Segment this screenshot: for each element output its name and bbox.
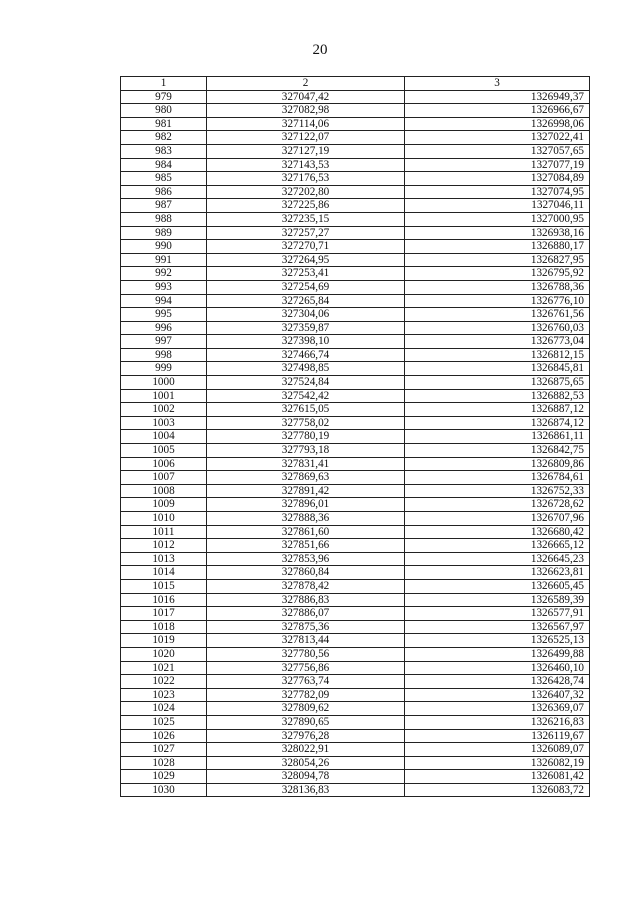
point-number-cell: 980 [121, 104, 207, 118]
point-number-cell: 997 [121, 335, 207, 349]
y-coordinate-cell: 1326827,95 [405, 253, 590, 267]
y-coordinate-cell: 1327074,95 [405, 185, 590, 199]
y-coordinate-cell: 1326119,67 [405, 729, 590, 743]
point-number-cell: 999 [121, 362, 207, 376]
y-coordinate-cell: 1326577,91 [405, 607, 590, 621]
x-coordinate-cell: 327851,66 [207, 539, 405, 553]
y-coordinate-cell: 1327000,95 [405, 212, 590, 226]
x-coordinate-cell: 327891,42 [207, 484, 405, 498]
table-row [121, 688, 590, 702]
y-coordinate-cell: 1326589,39 [405, 593, 590, 607]
point-number-cell: 995 [121, 308, 207, 322]
x-coordinate-cell: 327257,27 [207, 226, 405, 240]
point-number-cell: 1014 [121, 566, 207, 580]
x-coordinate-cell: 327498,85 [207, 362, 405, 376]
y-coordinate-cell: 1326728,62 [405, 498, 590, 512]
y-coordinate-cell: 1326861,11 [405, 430, 590, 444]
x-coordinate-cell: 327853,96 [207, 552, 405, 566]
x-coordinate-cell: 327254,69 [207, 280, 405, 294]
y-coordinate-cell: 1326875,65 [405, 376, 590, 390]
x-coordinate-cell: 327359,87 [207, 321, 405, 335]
x-coordinate-cell: 327398,10 [207, 335, 405, 349]
y-coordinate-cell: 1326845,81 [405, 362, 590, 376]
y-coordinate-cell: 1326089,07 [405, 743, 590, 757]
table-row [121, 702, 590, 716]
point-number-cell: 1005 [121, 444, 207, 458]
y-coordinate-cell: 1326081,42 [405, 770, 590, 784]
x-coordinate-cell: 327114,06 [207, 117, 405, 131]
x-coordinate-cell: 327265,84 [207, 294, 405, 308]
y-coordinate-cell: 1326752,33 [405, 484, 590, 498]
table-row [121, 226, 590, 240]
table-row [121, 430, 590, 444]
point-number-cell: 1009 [121, 498, 207, 512]
x-coordinate-cell: 327176,53 [207, 172, 405, 186]
point-number-cell: 984 [121, 158, 207, 172]
table-row [121, 471, 590, 485]
x-coordinate-cell: 327860,84 [207, 566, 405, 580]
table-row [121, 389, 590, 403]
y-coordinate-cell: 1326216,83 [405, 715, 590, 729]
point-number-cell: 1025 [121, 715, 207, 729]
x-coordinate-cell: 327615,05 [207, 403, 405, 417]
y-coordinate-cell: 1326645,23 [405, 552, 590, 566]
x-coordinate-cell: 327542,42 [207, 389, 405, 403]
y-coordinate-cell: 1326623,81 [405, 566, 590, 580]
y-coordinate-cell: 1326795,92 [405, 267, 590, 281]
point-number-cell: 991 [121, 253, 207, 267]
table-row [121, 90, 590, 104]
point-number-cell: 988 [121, 212, 207, 226]
table-row [121, 240, 590, 254]
point-number-cell: 979 [121, 90, 207, 104]
y-coordinate-cell: 1326938,16 [405, 226, 590, 240]
point-number-cell: 1017 [121, 607, 207, 621]
coordinates-table [120, 76, 590, 797]
point-number-cell: 1028 [121, 756, 207, 770]
table-row [121, 335, 590, 349]
point-number-cell: 1016 [121, 593, 207, 607]
x-coordinate-cell: 327886,83 [207, 593, 405, 607]
y-coordinate-cell: 1326842,75 [405, 444, 590, 458]
y-coordinate-cell: 1327077,19 [405, 158, 590, 172]
point-number-cell: 1023 [121, 688, 207, 702]
table-row [121, 117, 590, 131]
table-row [121, 444, 590, 458]
y-coordinate-cell: 1327084,89 [405, 172, 590, 186]
point-number-cell: 1004 [121, 430, 207, 444]
y-coordinate-cell: 1326460,10 [405, 661, 590, 675]
table-row [121, 144, 590, 158]
x-coordinate-cell: 327780,19 [207, 430, 405, 444]
y-coordinate-cell: 1326809,86 [405, 457, 590, 471]
x-coordinate-cell: 328054,26 [207, 756, 405, 770]
point-number-cell: 1000 [121, 376, 207, 390]
point-number-cell: 1030 [121, 783, 207, 797]
point-number-cell: 1021 [121, 661, 207, 675]
y-coordinate-cell: 1326812,15 [405, 348, 590, 362]
y-coordinate-cell: 1327057,65 [405, 144, 590, 158]
x-coordinate-cell: 327869,63 [207, 471, 405, 485]
y-coordinate-cell: 1326407,32 [405, 688, 590, 702]
x-coordinate-cell: 327253,41 [207, 267, 405, 281]
y-coordinate-cell: 1326880,17 [405, 240, 590, 254]
point-number-cell: 1001 [121, 389, 207, 403]
table-row [121, 593, 590, 607]
page-number: 20 [312, 42, 328, 58]
table-row [121, 253, 590, 267]
point-number-cell: 1019 [121, 634, 207, 648]
table-row [121, 770, 590, 784]
y-coordinate-cell: 1326760,03 [405, 321, 590, 335]
table-row [121, 212, 590, 226]
point-number-cell: 992 [121, 267, 207, 281]
table-row [121, 498, 590, 512]
table-row [121, 579, 590, 593]
y-coordinate-cell: 1326882,53 [405, 389, 590, 403]
table-row [121, 552, 590, 566]
table-row [121, 403, 590, 417]
point-number-cell: 1013 [121, 552, 207, 566]
x-coordinate-cell: 327047,42 [207, 90, 405, 104]
point-number-cell: 996 [121, 321, 207, 335]
point-number-cell: 993 [121, 280, 207, 294]
table-row [121, 525, 590, 539]
table-row [121, 484, 590, 498]
point-number-cell: 985 [121, 172, 207, 186]
y-coordinate-cell: 1326773,04 [405, 335, 590, 349]
point-number-cell: 1024 [121, 702, 207, 716]
point-number-cell: 982 [121, 131, 207, 145]
point-number-cell: 998 [121, 348, 207, 362]
table-row [121, 185, 590, 199]
point-number-cell: 987 [121, 199, 207, 213]
x-coordinate-cell: 327756,86 [207, 661, 405, 675]
x-coordinate-cell: 328094,78 [207, 770, 405, 784]
point-number-cell: 1002 [121, 403, 207, 417]
table-row [121, 457, 590, 471]
point-number-cell: 1012 [121, 539, 207, 553]
y-coordinate-cell: 1326525,13 [405, 634, 590, 648]
column-header-2: 2 [207, 77, 405, 91]
column-header-1: 1 [121, 77, 207, 91]
y-coordinate-cell: 1326369,07 [405, 702, 590, 716]
y-coordinate-cell: 1327046,11 [405, 199, 590, 213]
table-row [121, 280, 590, 294]
x-coordinate-cell: 327878,42 [207, 579, 405, 593]
table-row [121, 376, 590, 390]
x-coordinate-cell: 327264,95 [207, 253, 405, 267]
point-number-cell: 994 [121, 294, 207, 308]
y-coordinate-cell: 1326784,61 [405, 471, 590, 485]
table-body [121, 90, 590, 797]
point-number-cell: 981 [121, 117, 207, 131]
table-row [121, 661, 590, 675]
table-row [121, 294, 590, 308]
y-coordinate-cell: 1326605,45 [405, 579, 590, 593]
x-coordinate-cell: 327888,36 [207, 512, 405, 526]
x-coordinate-cell: 327782,09 [207, 688, 405, 702]
y-coordinate-cell: 1326887,12 [405, 403, 590, 417]
point-number-cell: 1003 [121, 416, 207, 430]
table-row [121, 729, 590, 743]
x-coordinate-cell: 327270,71 [207, 240, 405, 254]
table-row [121, 158, 590, 172]
x-coordinate-cell: 327524,84 [207, 376, 405, 390]
y-coordinate-cell: 1326680,42 [405, 525, 590, 539]
y-coordinate-cell: 1326998,06 [405, 117, 590, 131]
y-coordinate-cell: 1326083,72 [405, 783, 590, 797]
table-row [121, 620, 590, 634]
x-coordinate-cell: 327143,53 [207, 158, 405, 172]
y-coordinate-cell: 1326788,36 [405, 280, 590, 294]
table-row [121, 416, 590, 430]
table-row [121, 675, 590, 689]
table-row [121, 607, 590, 621]
table-row [121, 172, 590, 186]
x-coordinate-cell: 327875,36 [207, 620, 405, 634]
point-number-cell: 983 [121, 144, 207, 158]
table-row [121, 321, 590, 335]
point-number-cell: 990 [121, 240, 207, 254]
x-coordinate-cell: 327122,07 [207, 131, 405, 145]
x-coordinate-cell: 327780,56 [207, 647, 405, 661]
x-coordinate-cell: 327466,74 [207, 348, 405, 362]
x-coordinate-cell: 328022,91 [207, 743, 405, 757]
table-row [121, 104, 590, 118]
point-number-cell: 1029 [121, 770, 207, 784]
x-coordinate-cell: 327831,41 [207, 457, 405, 471]
y-coordinate-cell: 1326665,12 [405, 539, 590, 553]
table-row [121, 647, 590, 661]
table-row [121, 743, 590, 757]
y-coordinate-cell: 1326567,97 [405, 620, 590, 634]
point-number-cell: 1020 [121, 647, 207, 661]
point-number-cell: 1022 [121, 675, 207, 689]
x-coordinate-cell: 327793,18 [207, 444, 405, 458]
y-coordinate-cell: 1327022,41 [405, 131, 590, 145]
point-number-cell: 1015 [121, 579, 207, 593]
point-number-cell: 1027 [121, 743, 207, 757]
x-coordinate-cell: 327758,02 [207, 416, 405, 430]
table-row [121, 512, 590, 526]
y-coordinate-cell: 1326082,19 [405, 756, 590, 770]
y-coordinate-cell: 1326966,67 [405, 104, 590, 118]
table-row [121, 566, 590, 580]
point-number-cell: 1006 [121, 457, 207, 471]
x-coordinate-cell: 327861,60 [207, 525, 405, 539]
point-number-cell: 1007 [121, 471, 207, 485]
x-coordinate-cell: 327082,98 [207, 104, 405, 118]
table-row [121, 756, 590, 770]
x-coordinate-cell: 327886,07 [207, 607, 405, 621]
table-row [121, 783, 590, 797]
y-coordinate-cell: 1326499,88 [405, 647, 590, 661]
table-row [121, 199, 590, 213]
point-number-cell: 1008 [121, 484, 207, 498]
x-coordinate-cell: 327809,62 [207, 702, 405, 716]
table-header-row [121, 77, 590, 91]
x-coordinate-cell: 327813,44 [207, 634, 405, 648]
y-coordinate-cell: 1326707,96 [405, 512, 590, 526]
column-header-3: 3 [405, 77, 590, 91]
x-coordinate-cell: 327763,74 [207, 675, 405, 689]
y-coordinate-cell: 1326874,12 [405, 416, 590, 430]
x-coordinate-cell: 327896,01 [207, 498, 405, 512]
point-number-cell: 1018 [121, 620, 207, 634]
point-number-cell: 989 [121, 226, 207, 240]
table-row [121, 348, 590, 362]
table-row [121, 362, 590, 376]
table-row [121, 308, 590, 322]
y-coordinate-cell: 1326761,56 [405, 308, 590, 322]
x-coordinate-cell: 327202,80 [207, 185, 405, 199]
x-coordinate-cell: 328136,83 [207, 783, 405, 797]
x-coordinate-cell: 327976,28 [207, 729, 405, 743]
x-coordinate-cell: 327235,15 [207, 212, 405, 226]
x-coordinate-cell: 327225,86 [207, 199, 405, 213]
x-coordinate-cell: 327890,65 [207, 715, 405, 729]
table-row [121, 131, 590, 145]
x-coordinate-cell: 327304,06 [207, 308, 405, 322]
point-number-cell: 986 [121, 185, 207, 199]
table-row [121, 634, 590, 648]
table-row [121, 267, 590, 281]
point-number-cell: 1026 [121, 729, 207, 743]
x-coordinate-cell: 327127,19 [207, 144, 405, 158]
point-number-cell: 1010 [121, 512, 207, 526]
point-number-cell: 1011 [121, 525, 207, 539]
y-coordinate-cell: 1326428,74 [405, 675, 590, 689]
table-row [121, 539, 590, 553]
table-row [121, 715, 590, 729]
y-coordinate-cell: 1326776,10 [405, 294, 590, 308]
y-coordinate-cell: 1326949,37 [405, 90, 590, 104]
